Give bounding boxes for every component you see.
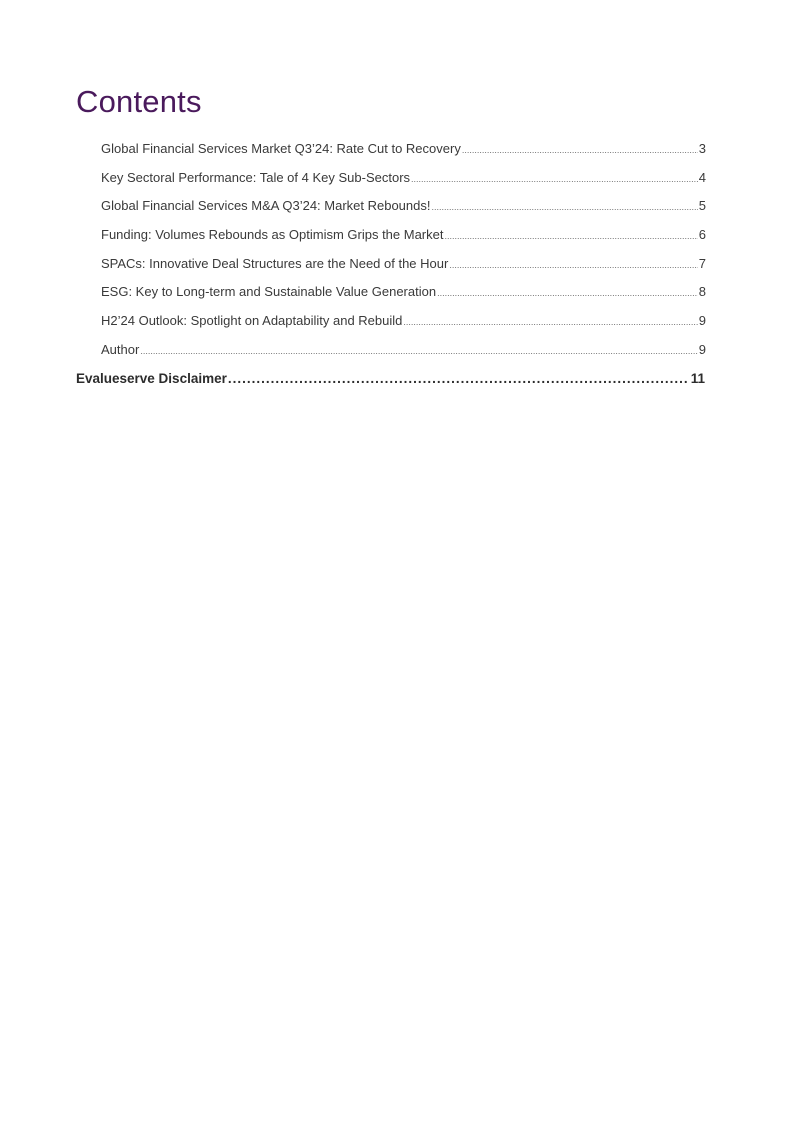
toc-page-number: 7	[698, 255, 706, 271]
toc-dot-leader	[228, 371, 687, 386]
toc-page-number: 6	[698, 227, 706, 243]
toc-dot-leader	[432, 202, 698, 212]
toc-entry[interactable]	[101, 284, 706, 313]
toc-page-number: 11	[690, 370, 705, 386]
toc-entry-label: Author	[101, 341, 140, 357]
toc-entry[interactable]	[101, 313, 706, 342]
toc-entry-label: Funding: Volumes Rebounds as Optimism Grips the Market	[101, 227, 444, 243]
toc-dot-leader	[140, 346, 697, 356]
toc-entry[interactable]	[101, 227, 706, 256]
toc-page-number: 9	[698, 313, 706, 329]
toc-entry[interactable]	[101, 170, 706, 199]
toc-dot-leader	[437, 288, 698, 298]
toc-entry[interactable]	[76, 371, 705, 400]
toc-page-number: 5	[698, 198, 706, 214]
toc-entry[interactable]	[101, 141, 706, 170]
toc-entry-label: Evalueserve Disclaimer	[76, 370, 227, 386]
toc-entry-label: Key Sectoral Performance: Tale of 4 Key Sub-Sectors	[101, 169, 411, 185]
toc-entry-label: Global Financial Services M&A Q3’24: Market Rebounds!	[101, 198, 431, 214]
toc-dot-leader	[403, 317, 697, 327]
toc-entry-label: SPACs: Innovative Deal Structures are the Need of the Hour	[101, 255, 449, 271]
page-title: Contents	[76, 84, 202, 119]
toc-entry[interactable]	[101, 198, 706, 227]
toc-page-number: 8	[698, 284, 706, 300]
toc-dot-leader	[449, 260, 697, 270]
toc-dot-leader	[462, 145, 698, 155]
toc-entry[interactable]	[101, 256, 706, 285]
toc-entry-label: Global Financial Services Market Q3’24: Rate Cut to Recovery	[101, 141, 461, 156]
toc-page-number: 9	[698, 341, 706, 357]
toc-entry-label: H2’24 Outlook: Spotlight on Adaptability and Rebuild	[101, 313, 403, 329]
toc-entry[interactable]	[101, 342, 706, 371]
toc-dot-leader	[411, 174, 698, 184]
table-of-contents	[0, 141, 800, 399]
toc-entry-label: ESG: Key to Long-term and Sustainable Value Generation	[101, 284, 437, 300]
toc-page-number: 4	[698, 169, 706, 185]
toc-page-number: 3	[698, 141, 706, 156]
toc-dot-leader	[444, 231, 697, 241]
